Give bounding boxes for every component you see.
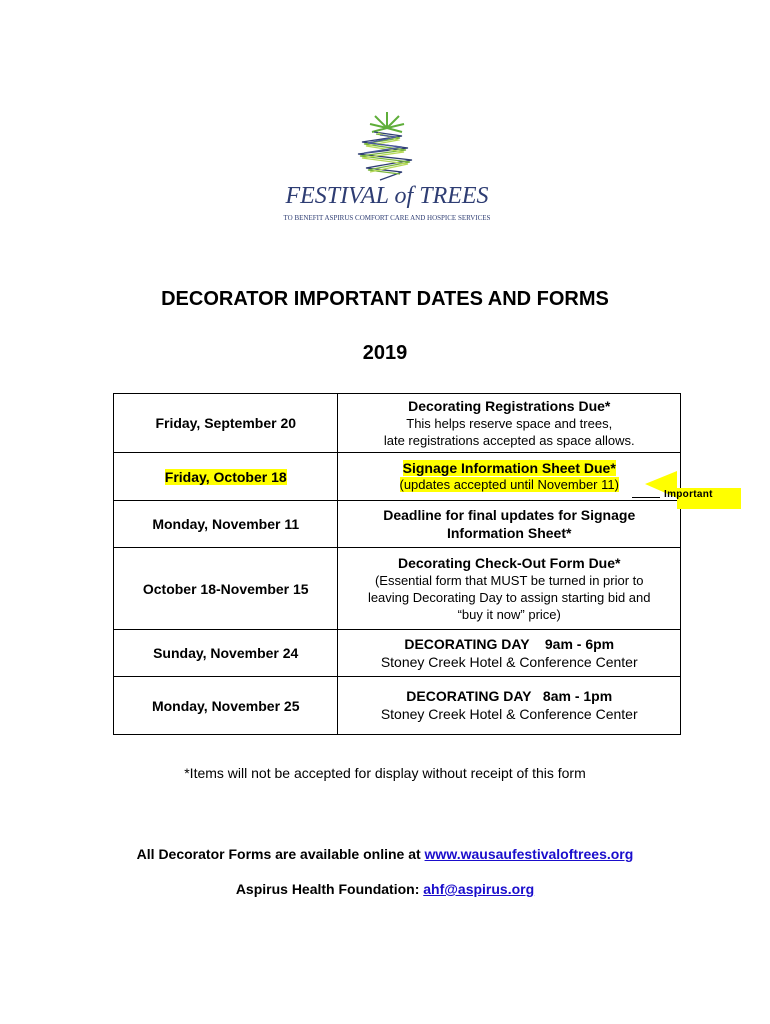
row-title: Information Sheet* — [446, 525, 572, 541]
forms-prefix: All Decorator Forms are available online at — [136, 846, 425, 862]
foundation-contact — [0, 881, 770, 897]
important-label: Important — [664, 489, 713, 500]
festival-of-trees-logo — [262, 110, 512, 230]
date-cell: October 18-November 15 — [114, 548, 338, 630]
tree-logo-icon — [262, 110, 512, 230]
row-title: DECORATING DAY 9am - 6pm — [404, 635, 615, 652]
description-cell — [338, 548, 681, 630]
row-title: Decorating Registrations Due* — [408, 398, 611, 414]
table-row — [114, 501, 681, 548]
contact-prefix: Aspirus Health Foundation: — [235, 881, 424, 897]
date-cell: Monday, November 11 — [114, 501, 338, 548]
row-title: Deadline for final updates for Signage — [383, 507, 636, 523]
description-cell — [338, 630, 681, 677]
forms-availability — [0, 846, 770, 862]
table-row — [114, 548, 681, 630]
row-detail: This helps reserve space and trees, — [406, 416, 613, 431]
starburst-icon — [370, 112, 404, 132]
email-link[interactable]: ahf@aspirus.org — [423, 881, 535, 897]
date-cell: Monday, November 25 — [114, 677, 338, 735]
row-detail: late registrations accepted as space allows. — [383, 433, 635, 448]
row-detail: leaving Decorating Day to assign starting bid and — [367, 590, 651, 605]
callout-line — [632, 497, 660, 498]
description-cell — [338, 394, 681, 453]
table-row — [114, 677, 681, 735]
table-row — [114, 630, 681, 677]
footnote: *Items will not be accepted for display without receipt of this form — [184, 765, 586, 781]
row-title: DECORATING DAY 8am - 1pm — [406, 688, 613, 704]
description-cell — [338, 677, 681, 735]
description-cell — [338, 501, 681, 548]
row-venue: Stoney Creek Hotel & Conference Center — [380, 653, 638, 670]
date-cell: Sunday, November 24 — [114, 630, 338, 677]
highlighted-date: Friday, October 18 — [164, 468, 287, 485]
svg-text:FESTIVAL of TREES: FESTIVAL of TREES — [285, 183, 489, 209]
website-link[interactable]: www.wausaufestivaloftrees.org — [424, 846, 634, 862]
row-detail-highlighted: (updates accepted until November 11) — [399, 477, 619, 492]
row-detail: “buy it now” price) — [457, 607, 561, 622]
svg-text:TO BENEFIT ASPIRUS COMFORT CAR: TO BENEFIT ASPIRUS COMFORT CARE AND HOSPICE SERVICES — [283, 214, 491, 222]
date-cell: Friday, September 20 — [114, 394, 338, 453]
row-title-highlighted: Signage Information Sheet Due* — [402, 460, 616, 476]
row-title: Decorating Check-Out Form Due* — [397, 555, 621, 571]
description-cell — [338, 453, 681, 501]
table-row — [114, 453, 681, 501]
table-row — [114, 394, 681, 453]
page-year: 2019 — [362, 342, 408, 364]
row-detail: (Essential form that MUST be turned in prior to — [374, 573, 644, 588]
row-venue: Stoney Creek Hotel & Conference Center — [380, 706, 638, 722]
date-cell — [114, 453, 338, 501]
dates-table — [113, 393, 681, 735]
page-title: DECORATOR IMPORTANT DATES AND FORMS — [161, 288, 609, 310]
